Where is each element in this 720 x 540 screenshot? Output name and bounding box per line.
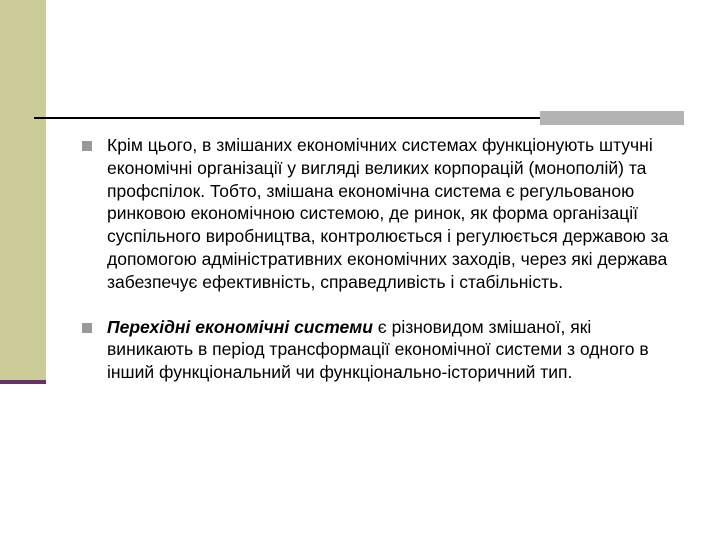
side-decor-band	[0, 0, 46, 382]
side-decor-band-edge	[0, 380, 46, 384]
square-bullet-icon	[82, 323, 92, 333]
square-bullet-icon	[82, 141, 92, 151]
bullet-text-body: є різновидом змішаної, які виникають в період трансформації економічної системи з одного в інший функціональний чи функціонально-історичний тип.	[107, 316, 649, 383]
bullet-text-body: Крім цього, в змішаних економічних системах функціонують штучні економічні організації у вигляді великих корпорацій (монополій) та профспілок. Тобто, змішана економічна система є регульованою ринковою економічною системою, де ринок, як форма організації суспільного виробництва, контролюється і регулюється державою за допомогою адміністративних економічних заходів, через які держава забезпечує ефективність, справедливість і стабільність.	[107, 135, 669, 292]
bullet-item-2	[80, 316, 680, 384]
bullet-emphasis-term: Перехідні економічні системи	[107, 316, 373, 337]
header-accent-block	[540, 111, 684, 125]
bullet-item-1	[80, 134, 680, 294]
slide-body	[80, 134, 680, 384]
bullet-text	[107, 135, 668, 292]
bullet-text	[107, 317, 649, 383]
